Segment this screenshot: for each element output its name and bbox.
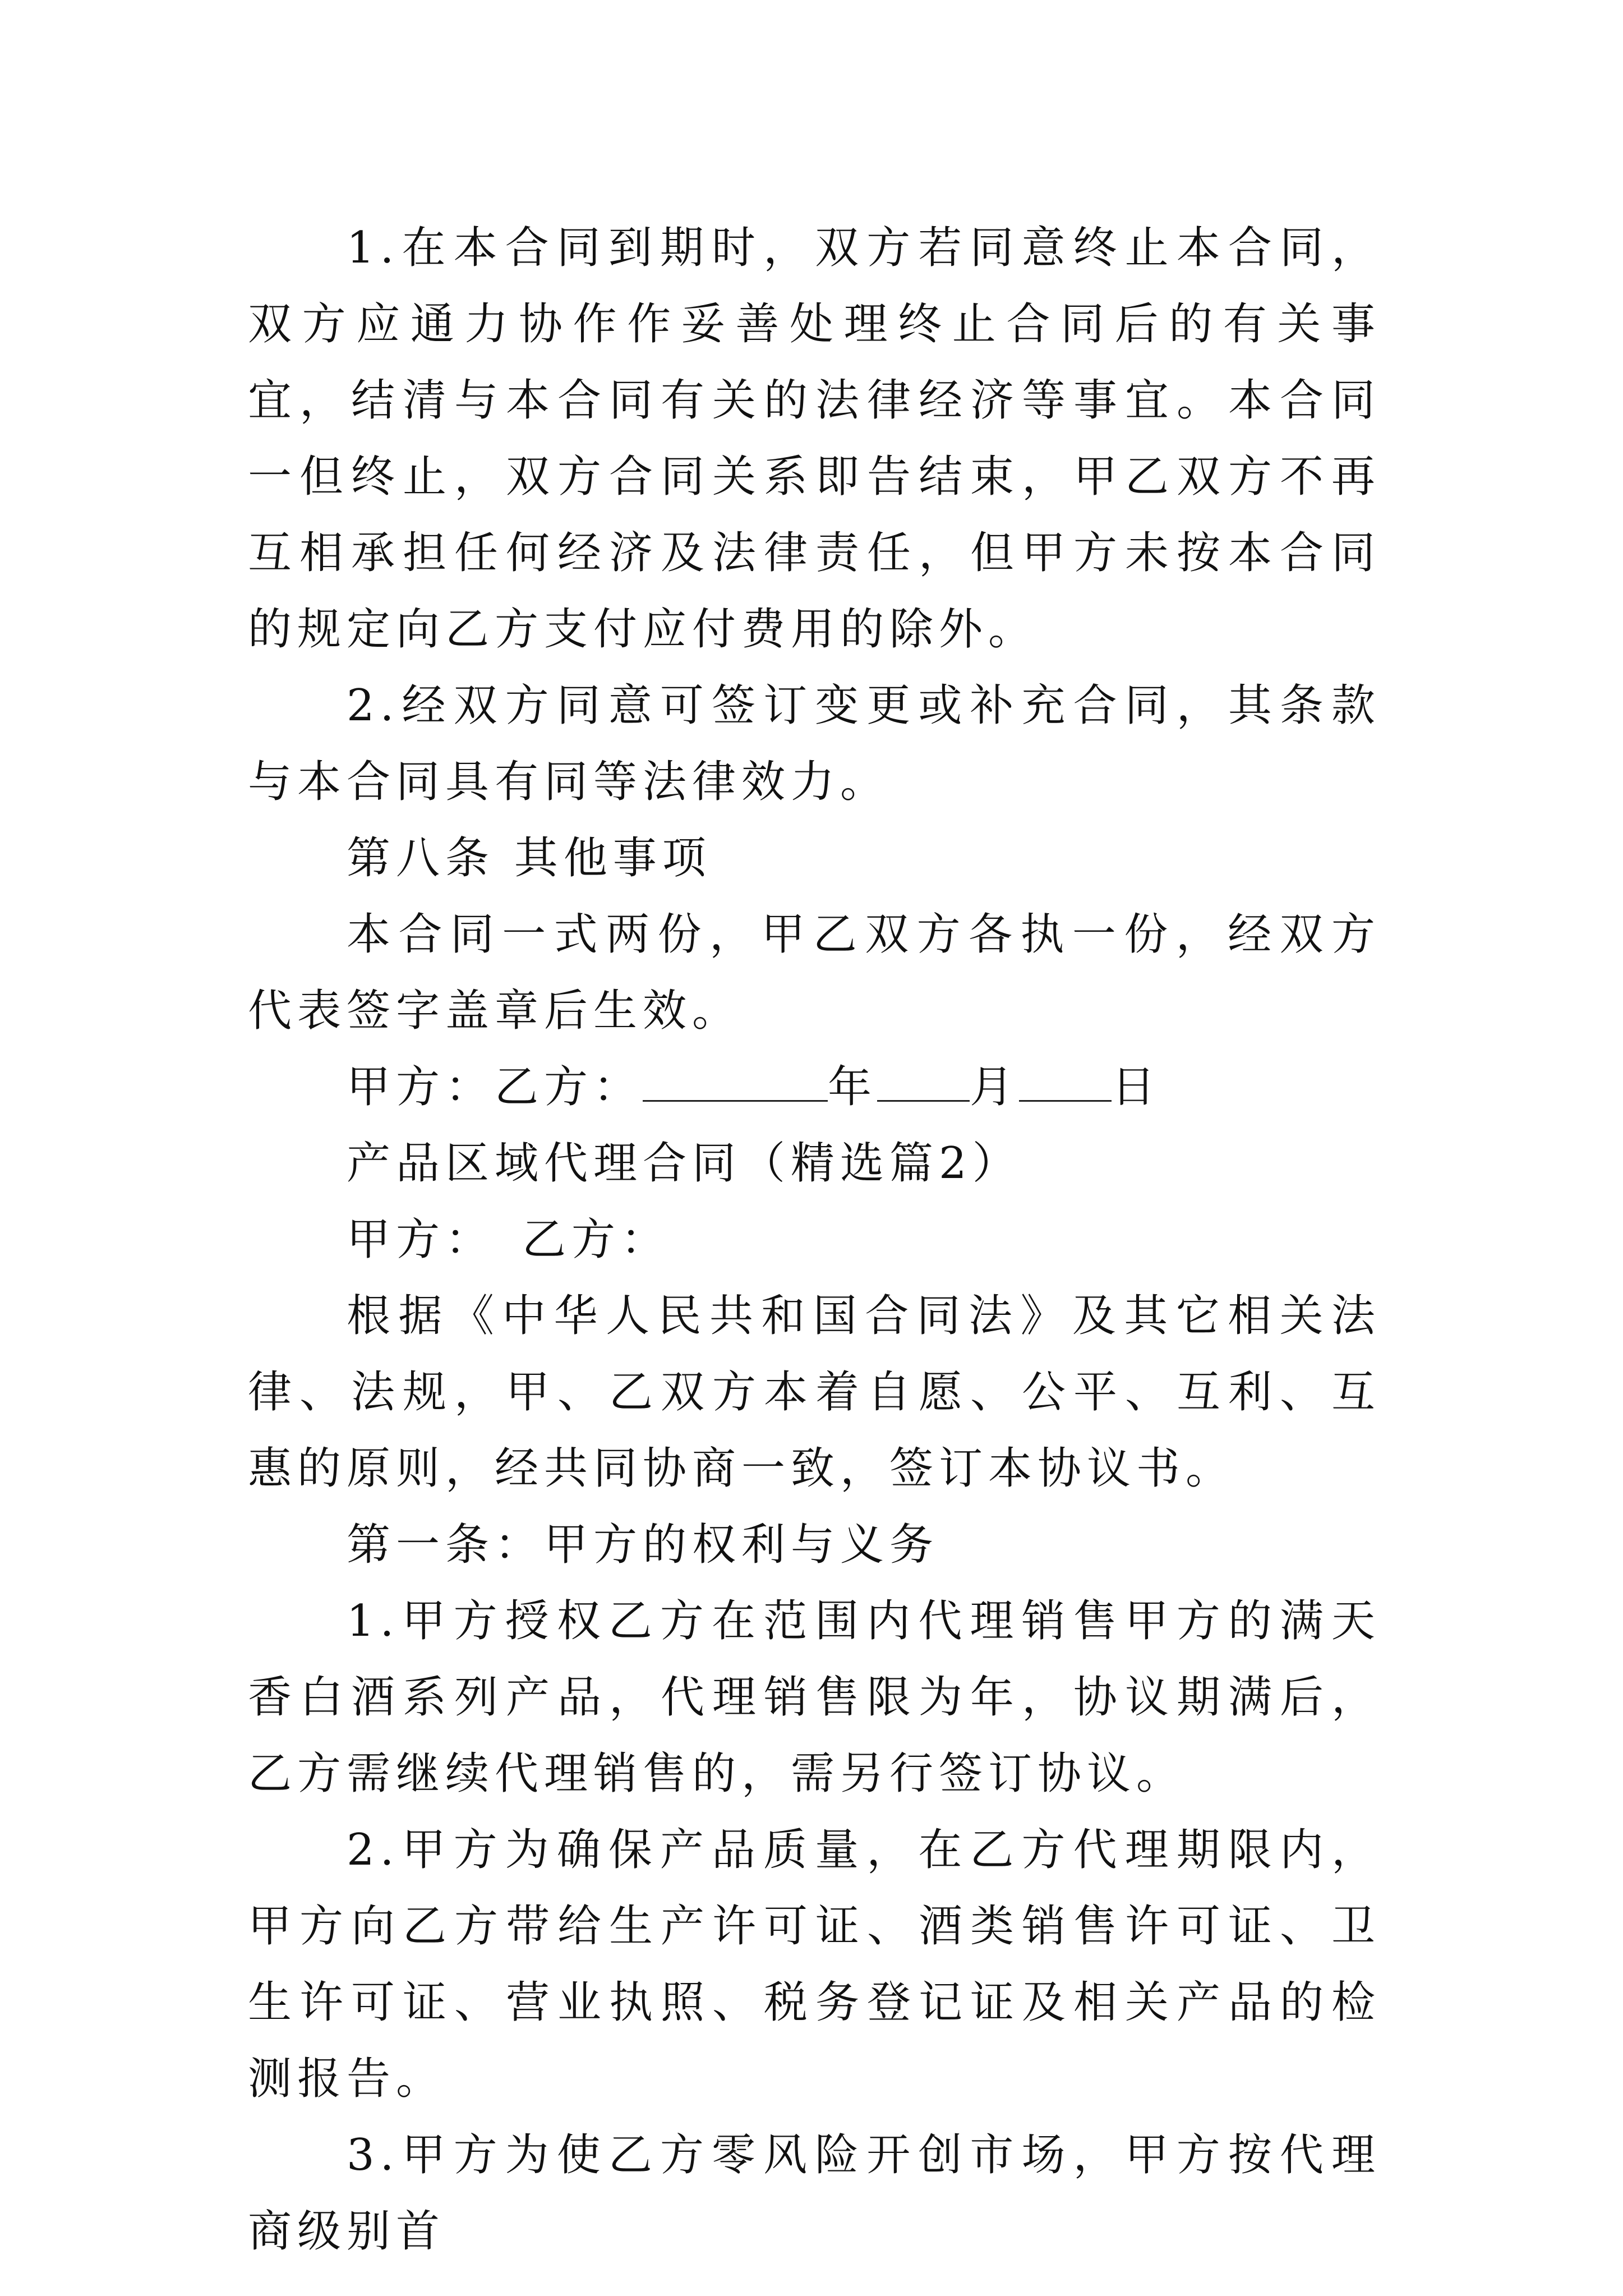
year-blank [643,1064,828,1102]
day-label: 日 [1112,1062,1161,1112]
month-blank [877,1064,970,1102]
party-labels: 甲方：乙方： [347,1062,643,1112]
parties-line: 甲方： 乙方： [347,1214,671,1265]
clause-1-authorization: 1.甲方授权乙方在范围内代理销售甲方的满天香白酒系列产品，代理销售限为年，协议期满后，乙方需继续代理销售的，需另行签订协议。 [248,1596,1381,1799]
month-label: 月 [970,1062,1020,1112]
clause-amendment: 2.经双方同意可签订变更或补充合同，其条款与本合同具有同等法律效力。 [248,680,1381,807]
clause-3-market: 3.甲方为使乙方零风险开创市场，甲方按代理商级别首 [248,2130,1381,2257]
document-body [248,210,1381,2270]
article-1-heading: 第一条：甲方的权利与义务 [347,1520,939,1570]
clause-2-licenses: 2.甲方为确保产品质量，在乙方代理期限内，甲方向乙方带给生产许可证、酒类销售许可证、卫生许可证、营业执照、税务登记证及相关产品的检测报告。 [248,1825,1381,2104]
signature-line [248,1049,1381,1125]
day-blank [1019,1064,1112,1102]
preamble: 根据《中华人民共和国合同法》及其它相关法律、法规，甲、乙双方本着自愿、公平、互利、互惠的原则，经共同协商一致，签订本协议书。 [248,1291,1381,1494]
year-label: 年 [828,1062,878,1112]
contract-2-title: 产品区域代理合同（精选篇2） [347,1138,1022,1189]
clause-copies: 本合同一式两份，甲乙双方各执一份，经双方代表签字盖章后生效。 [248,909,1381,1036]
clause-termination: 1.在本合同到期时，双方若同意终止本合同，双方应通力协作作妥善处理终止合同后的有关事宜，结清与本合同有关的法律经济等事宜。本合同一但终止，双方合同关系即告结束，甲乙双方不再互相承担任何经济及法律责任，但甲方未按本合同的规定向乙方支付应付费用的除外。 [248,223,1381,655]
article-8-heading: 第八条 其他事项 [347,833,712,884]
